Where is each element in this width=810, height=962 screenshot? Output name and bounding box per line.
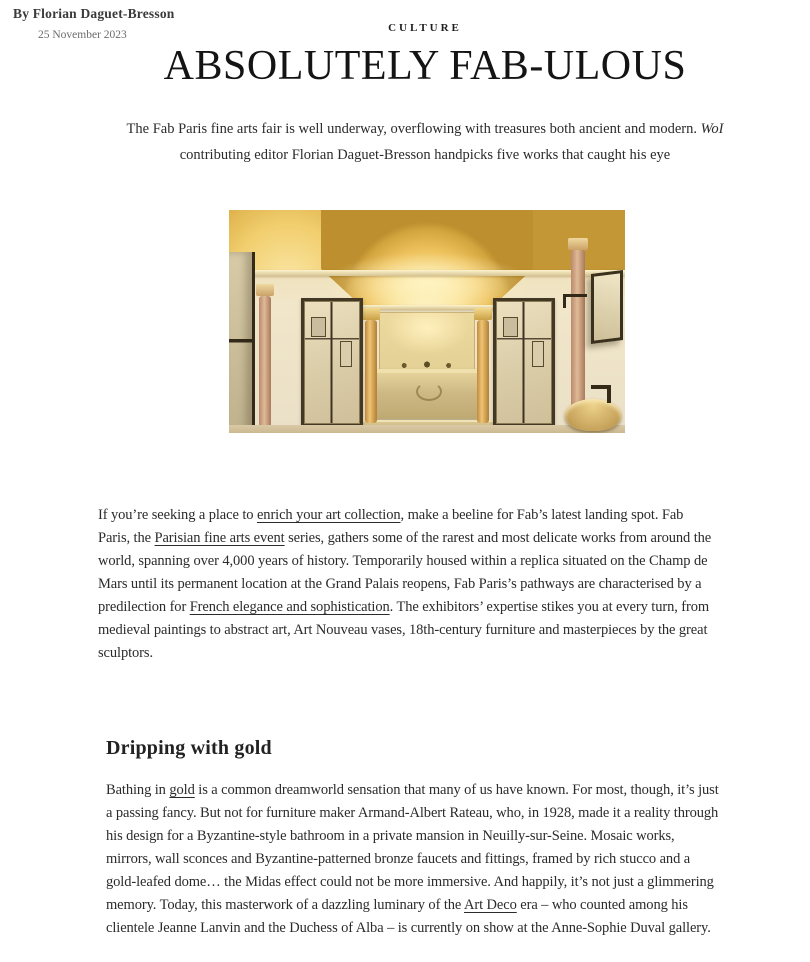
mirrored-door-right bbox=[493, 298, 555, 427]
mirror-reflection bbox=[503, 317, 518, 337]
cornice bbox=[229, 270, 625, 276]
byline-author: By Florian Daguet-Bresson bbox=[13, 6, 175, 21]
stone-sink bbox=[565, 385, 625, 433]
link-french-elegance-and-sophistication[interactable]: French elegance and sophistication bbox=[189, 599, 390, 615]
publication-name: WoI bbox=[700, 121, 724, 137]
tilted-mirror bbox=[591, 270, 623, 344]
mirror-panel-left-edge bbox=[229, 252, 255, 433]
category-label[interactable]: CULTURE bbox=[388, 22, 462, 34]
body-text: Bathing in bbox=[106, 782, 170, 798]
standfirst bbox=[103, 116, 747, 168]
mirror-reflection bbox=[340, 341, 352, 367]
marble-column-left bbox=[259, 296, 271, 433]
mirror-reflection bbox=[532, 341, 544, 367]
byline bbox=[13, 6, 175, 41]
article-section bbox=[106, 735, 722, 940]
section-heading: Dripping with gold bbox=[106, 737, 272, 759]
gilded-column-left bbox=[365, 320, 377, 423]
link-enrich-your-art-collection[interactable]: enrich your art collection bbox=[256, 507, 401, 523]
gilded-column-right bbox=[477, 320, 489, 423]
stone-bathtub bbox=[367, 369, 487, 419]
mirrored-door-left bbox=[301, 298, 363, 427]
mirror-reflection bbox=[311, 317, 326, 337]
article-body bbox=[98, 504, 718, 665]
body-text: If you’re seeking a place to bbox=[98, 507, 257, 523]
body-text: , make a beeline for Fab’s latest landing spot. Fab Paris, the bbox=[98, 507, 684, 546]
hero-image bbox=[229, 210, 625, 433]
link-gold[interactable]: gold bbox=[169, 782, 195, 798]
paragraph bbox=[106, 779, 722, 940]
body-text: era – who counted among his clientele Jeanne Lanvin and the Duchess of Alba – is currently on show at the Anne-Sophie Duval gallery. bbox=[106, 897, 711, 936]
body-text: series, gathers some of the rarest and most delicate works from around the world, spanning over 4,000 years of history. Temporarily housed within a replica situated on the Champ de Mars until its permanent location at the Grand Palais reopens, Fab Paris’s pathways are characterised by a predilection for bbox=[98, 530, 712, 615]
wall-sconce bbox=[563, 294, 587, 297]
link-parisian-fine-arts-event[interactable]: Parisian fine arts event bbox=[154, 530, 285, 546]
publish-date: 25 November 2023 bbox=[38, 29, 127, 41]
standfirst-text: The Fab Paris fine arts fair is well underway, overflowing with treasures both ancient and modern. bbox=[126, 121, 701, 137]
page-title: ABSOLUTELY FAB-ULOUS bbox=[163, 43, 687, 89]
standfirst-text: contributing editor Florian Daguet-Bresson handpicks five works that caught his eye bbox=[179, 147, 671, 163]
paragraph bbox=[98, 504, 718, 665]
link-art-deco[interactable]: Art Deco bbox=[463, 897, 517, 913]
body-text: . The exhibitors’ expertise stikes you at every turn, from medieval paintings to abstract art, Art Nouveau vases, 18th-century furniture and masterpieces by the great sculptors. bbox=[98, 599, 710, 661]
body-text: is a common dreamworld sensation that many of us have known. For most, though, it’s just a passing fancy. But not for furniture maker Armand-Albert Rateau, who, in 1928, made it a reality through his design for a Byzantine-style bathroom in a private mansion in Neuilly-sur-Seine. Mosaic works, mirrors, wall sconces and Byzantine-patterned bronze faucets and fittings, framed by rich stucco and a gold-leafed dome… the Midas effect could not be more immersive. And happily, it’s not just a glimmering memory. Today, this masterwork of a dazzling luminary of the bbox=[106, 782, 719, 913]
